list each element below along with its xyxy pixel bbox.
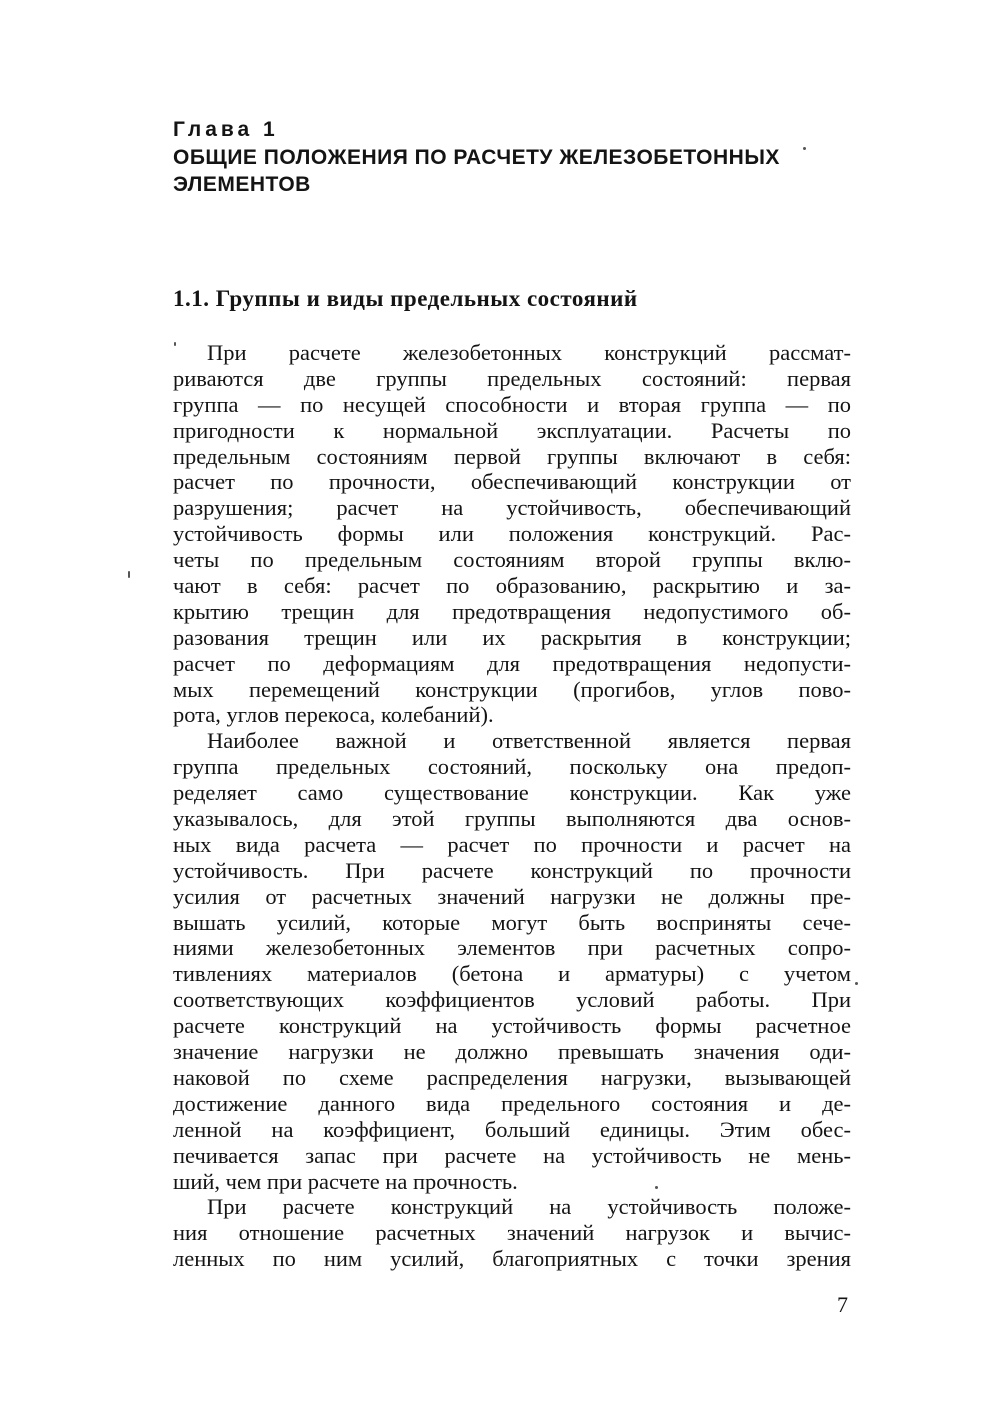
text-line: Наиболее важной и ответственной является первая	[207, 728, 851, 754]
text-line: группа — по несущей способности и вторая группа — по	[173, 391, 851, 417]
text-line: указывалось, для этой группы выполняются два основ-	[173, 806, 851, 832]
text-line: значение нагрузки не должно превышать значения оди-	[173, 1039, 851, 1065]
chapter-title-line: ЭЛЕМЕНТОВ	[173, 173, 311, 196]
scan-speck	[174, 342, 176, 346]
scan-speck	[655, 1186, 658, 1189]
chapter-label: Глава 1	[173, 118, 279, 141]
page-number: 7	[837, 1292, 848, 1317]
chapter-title-line: ОБЩИЕ ПОЛОЖЕНИЯ ПО РАСЧЕТУ ЖЕЛЕЗОБЕТОННЫХ	[173, 146, 780, 169]
text-line: рота, углов перекоса, колебаний).	[173, 702, 494, 728]
paragraph	[173, 1194, 851, 1272]
text-line: достижение данного вида предельного состояния и де-	[173, 1090, 851, 1116]
text-line: расчет по прочности, обеспечивающий конструкции от	[173, 469, 851, 495]
text-line: ленной на коэффициент, больший единицы. Этим обес-	[173, 1116, 851, 1142]
text-line: ния отношение расчетных значений нагрузок и вычис-	[173, 1220, 851, 1246]
text-line: чают в себя: расчет по образованию, раскрытию и за-	[173, 573, 851, 599]
text-line: разрушения; расчет на устойчивость, обеспечивающий	[173, 495, 851, 521]
text-line: ший, чем при расчете на прочность.	[173, 1168, 518, 1194]
text-line: расчет по деформациям для предотвращения недопусти-	[173, 650, 851, 676]
text-line: разования трещин или их раскрытия в конструкции;	[173, 624, 851, 650]
text-line: ределяет само существование конструкции. Как уже	[173, 780, 851, 806]
text-line: При расчете конструкций на устойчивость положе-	[207, 1194, 851, 1220]
text-line: устойчивость формы или положения конструкций. Рас-	[173, 521, 851, 547]
text-line: группа предельных состояний, поскольку она предоп-	[173, 754, 851, 780]
text-line: пригодности к нормальной эксплуатации. Расчеты по	[173, 417, 851, 443]
body-text	[173, 340, 851, 1272]
text-line: тивлениях материалов (бетона и арматуры) с учетом	[173, 961, 851, 987]
text-line: устойчивость. При расчете конструкций по прочности	[173, 857, 851, 883]
text-line: ных вида расчета — расчет по прочности и расчет на	[173, 831, 851, 857]
scan-speck	[803, 147, 806, 150]
scan-speck	[855, 982, 858, 985]
section-title: 1.1. Группы и виды предельных состояний	[173, 286, 638, 311]
scan-speck	[128, 571, 130, 578]
text-line: крытию трещин для предотвращения недопустимого об-	[173, 598, 851, 624]
paragraph	[173, 728, 851, 1194]
text-line: предельным состояниям первой группы включают в себя:	[173, 443, 851, 469]
text-line: мых перемещений конструкции (прогибов, углов пово-	[173, 676, 851, 702]
text-line: риваются две группы предельных состояний: первая	[173, 365, 851, 391]
text-line: ленных по ним усилий, благоприятных с точки зрения	[173, 1246, 851, 1272]
text-line: четы по предельным состояниям второй группы вклю-	[173, 547, 851, 573]
text-line: печивается запас при расчете на устойчивость не мень-	[173, 1142, 851, 1168]
text-line: соответствующих коэффициентов условий работы. При	[173, 987, 851, 1013]
text-line: ниями железобетонных элементов при расчетных сопро-	[173, 935, 851, 961]
text-line: усилия от расчетных значений нагрузки не должны пре-	[173, 883, 851, 909]
text-line: наковой по схеме распределения нагрузки, вызывающей	[173, 1064, 851, 1090]
text-line: вышать усилий, которые могут быть восприняты сече-	[173, 909, 851, 935]
text-line: При расчете железобетонных конструкций рассмат-	[207, 340, 851, 365]
text-line: расчете конструкций на устойчивость формы расчетное	[173, 1013, 851, 1039]
chapter-title	[173, 144, 813, 198]
paragraph	[173, 340, 851, 728]
